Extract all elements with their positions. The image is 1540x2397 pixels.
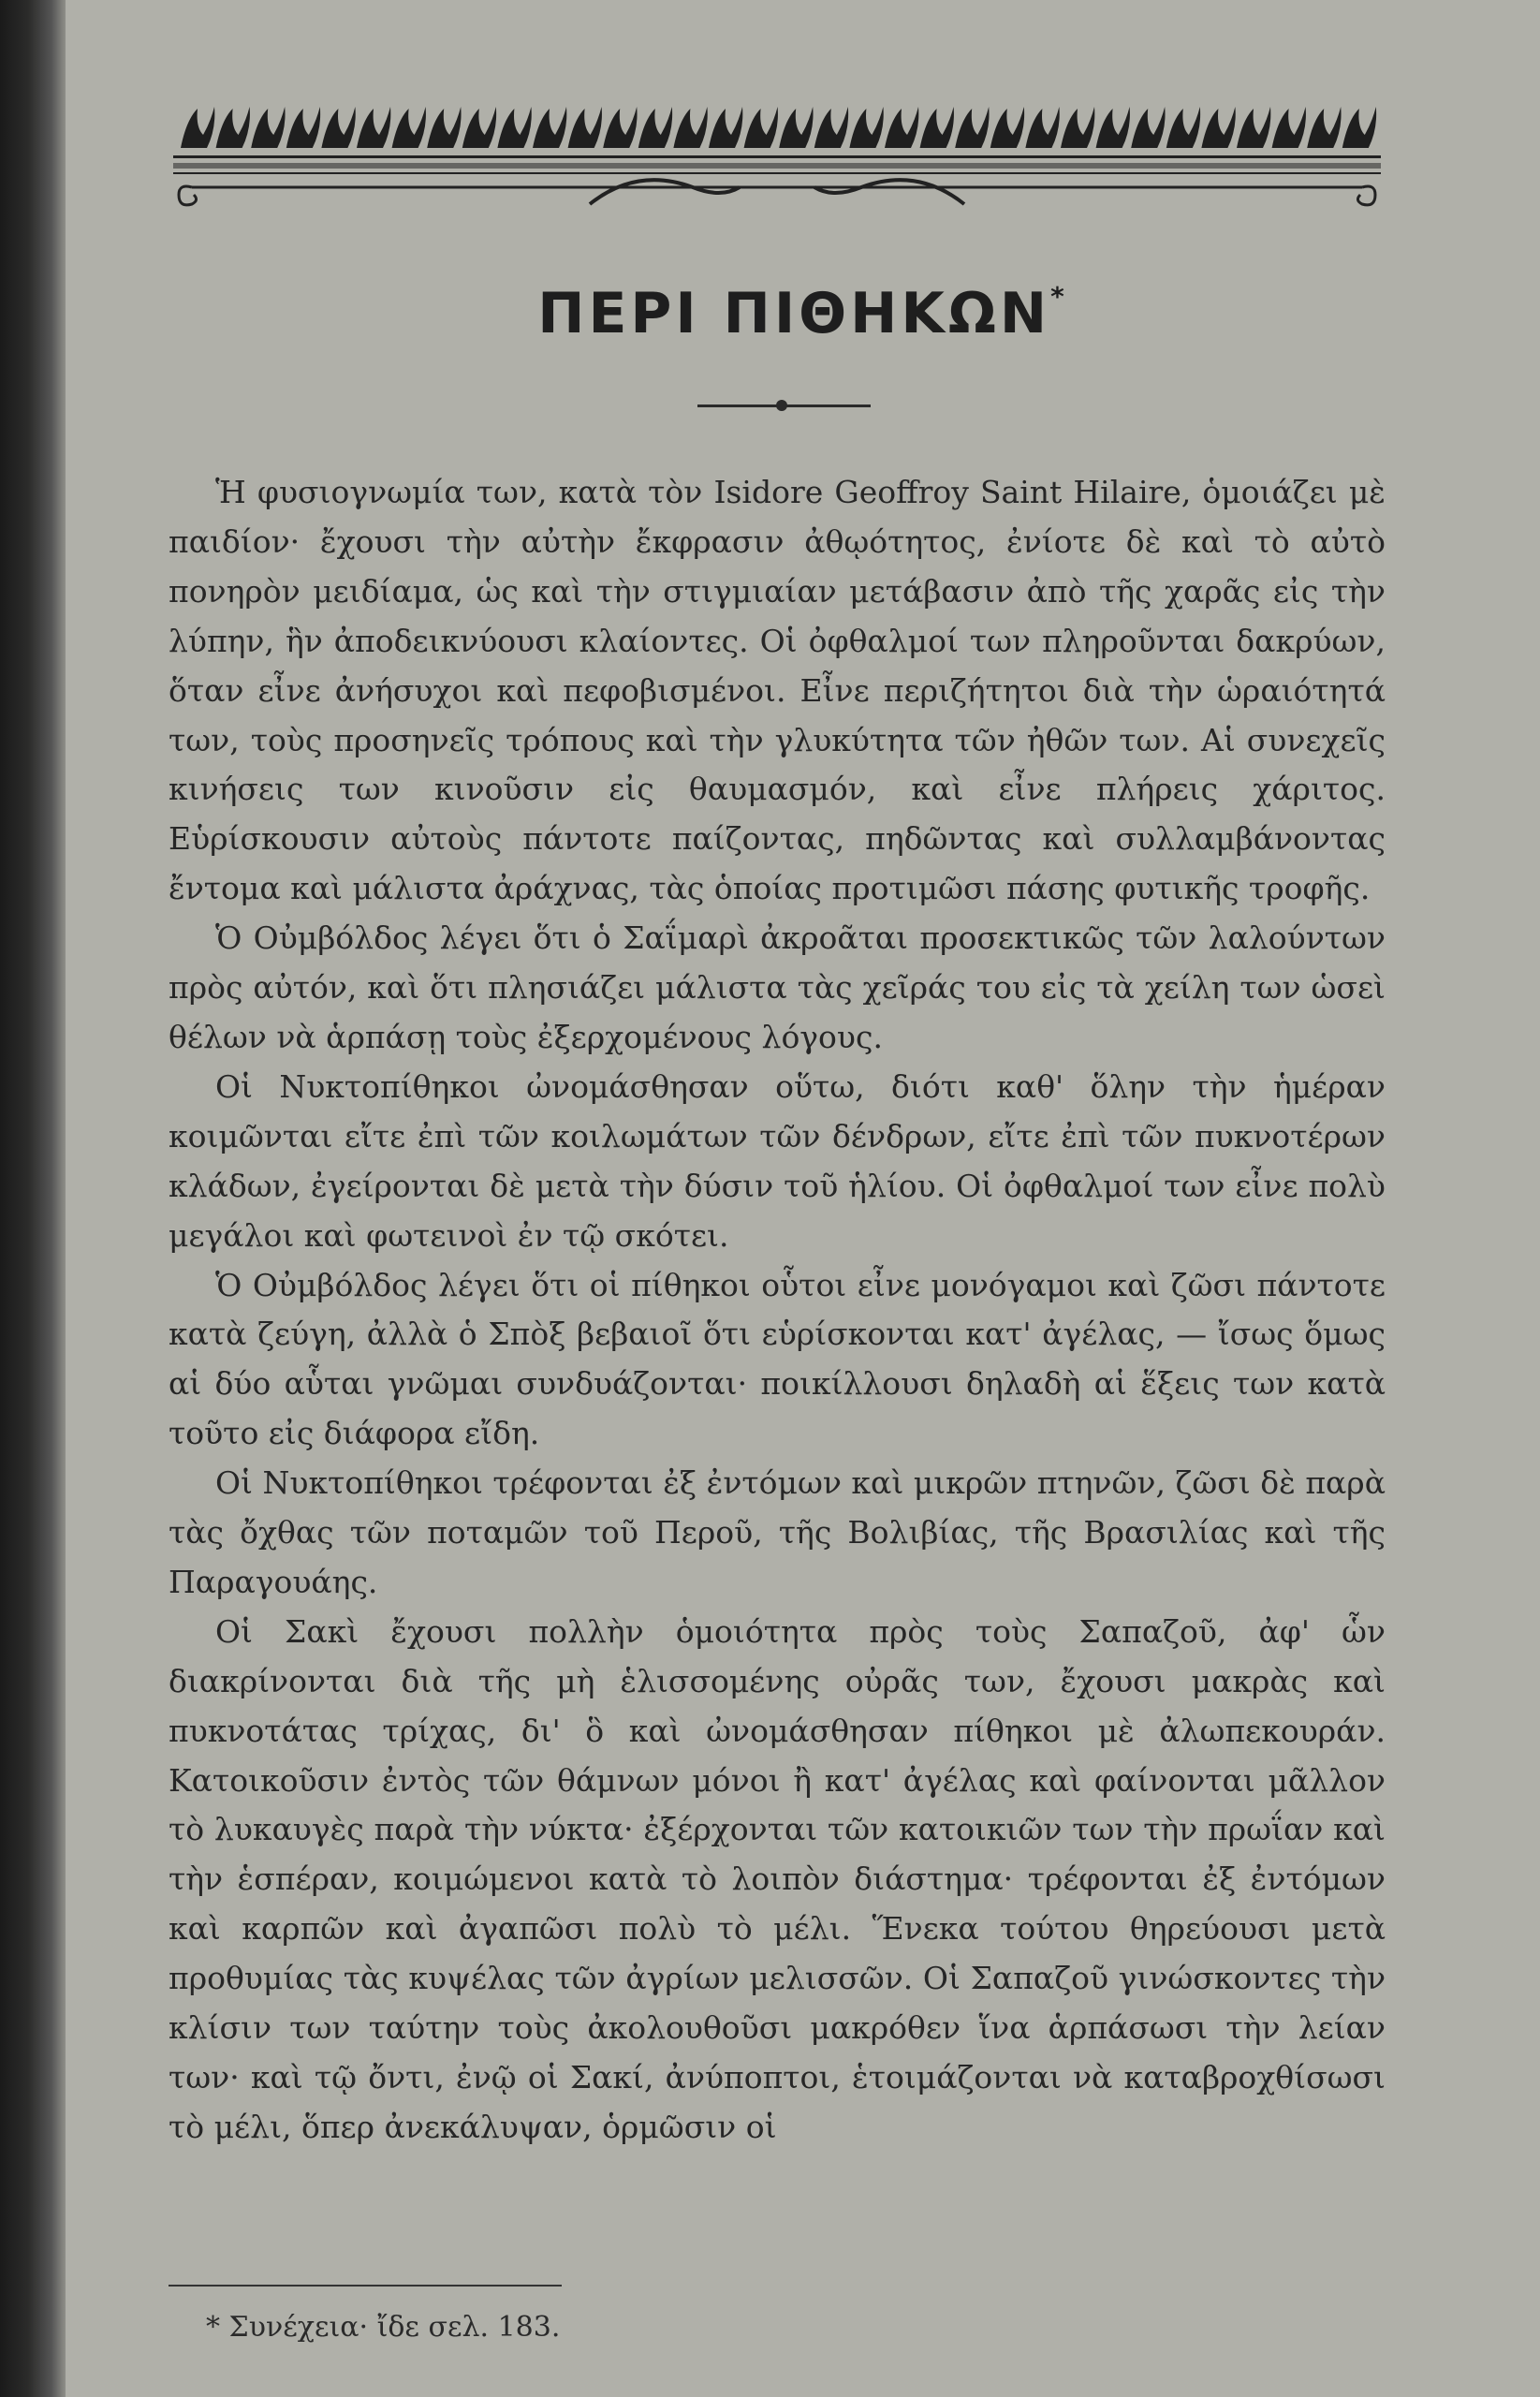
- leaf-ornament-icon: [709, 107, 742, 148]
- leaf-ornament-icon: [1342, 107, 1376, 148]
- leaf-ornament-icon: [638, 107, 672, 148]
- leaf-ornament-icon: [1237, 107, 1270, 148]
- leaf-ornament-icon: [920, 107, 954, 148]
- title-text: ΠΕΡΙ ΠΙΘΗΚΩΝ: [537, 281, 1051, 346]
- leaf-ornament-icon: [357, 107, 390, 148]
- footnote-divider: [169, 2285, 562, 2287]
- leaf-ornament-icon: [1307, 107, 1341, 148]
- title-divider-dot: [776, 400, 787, 411]
- decorative-header-ornament: [173, 94, 1381, 215]
- leaf-ornament-icon: [1201, 107, 1235, 148]
- leaf-ornament-icon: [286, 107, 320, 148]
- leaf-ornament-icon: [251, 107, 285, 148]
- leaf-ornament-icon: [1025, 107, 1059, 148]
- leaf-ornament-icon: [181, 107, 214, 148]
- leaf-ornament-icon: [321, 107, 355, 148]
- leaf-ornament-icon: [1096, 107, 1130, 148]
- leaf-ornament-icon: [849, 107, 883, 148]
- leaf-ornament-icon: [533, 107, 566, 148]
- leaf-ornament-icon: [1131, 107, 1165, 148]
- paragraph: Ἡ φυσιογνωμία των, κατὰ τὸν Isidore Geoffroy Saint Hilaire, ὁμοιάζει μὲ παιδίον· ἔχουσι τὴν αὐτὴν ἔκφρασιν ἀθῳότητος, ἐνίοτε δὲ καὶ τὸ αὐτὸ πονηρὸν μειδίαμα, ὡς καὶ τὴν στιγμιαίαν μετάβασιν ἀπὸ τῆς χαρᾶς εἰς τὴν λύπην, ἣν ἀποδεικνύουσι κλαίοντες. Οἱ ὀφθαλμοί των πληροῦνται δακρύων, ὅταν εἶνε ἀνήσυχοι καὶ πεφοβισμένοι. Εἶνε περιζήτητοι διὰ τὴν ὡραιότητά των, τοὺς προσηνεῖς τρόπους καὶ τὴν γλυκύτητα τῶν ἠθῶν των. Αἱ συνεχεῖς κινήσεις των κινοῦσιν εἰς θαυμασμόν, καὶ εἶνε πλήρεις χάριτος. Εὑρίσκουσιν αὐτοὺς πάντοτε παίζοντας, πηδῶντας καὶ συλλαμβάνοντας ἔντομα καὶ μάλιστα ἀράχνας, τὰς ὁποίας προτιμῶσι πάσης φυτικῆς τροφῆς.: [169, 474, 1386, 907]
- leaf-ornament-icon: [462, 107, 496, 148]
- leaf-ornament-icon: [885, 107, 918, 148]
- paragraph: Οἱ Νυκτοπίθηκοι τρέφονται ἐξ ἐντόμων καὶ μικρῶν πτηνῶν, ζῶσι δὲ παρὰ τὰς ὄχθας τῶν ποταμῶν τοῦ Περοῦ, τῆς Βολιβίας, τῆς Βρασιλίας καὶ τῆς Παραγουάης.: [169, 1464, 1386, 1600]
- leaf-ornament-icon: [497, 107, 531, 148]
- article-body: [169, 468, 1386, 2153]
- leaf-ornament-icon: [744, 107, 778, 148]
- leaf-ornament-icon: [603, 107, 637, 148]
- leaf-ornament-icon: [427, 107, 461, 148]
- leaf-ornament-icon: [990, 107, 1024, 148]
- book-spine-shadow: [0, 0, 66, 2397]
- leaf-ornament-icon: [392, 107, 426, 148]
- leaf-ornament-icon: [779, 107, 813, 148]
- leaf-ornament-icon: [568, 107, 602, 148]
- paragraph: Ὁ Οὐμβόλδος λέγει ὅτι οἱ πίθηκοι οὗτοι εἶνε μονόγαμοι καὶ ζῶσι πάντοτε κατὰ ζεύγη, ἀλλὰ ὁ Σπὸξ βεβαιοῖ ὅτι εὑρίσκονται κατ' ἀγέλας, — ἴσως ὅμως αἱ δύο αὗται γνῶμαι συνδυάζονται· ποικίλλουσι δηλαδὴ αἱ ἕξεις των κατὰ τοῦτο εἰς διάφορα εἴδη.: [169, 1266, 1386, 1452]
- leaf-ornament-icon: [1166, 107, 1200, 148]
- leaf-ornament-icon: [1061, 107, 1094, 148]
- page-title: [66, 281, 1540, 346]
- footnote: * Συνέχεια· ἴδε σελ. 183.: [206, 2311, 561, 2344]
- leaf-ornament-icon: [1272, 107, 1306, 148]
- title-footnote-mark: *: [1050, 281, 1068, 312]
- leaf-ornament-icon: [673, 107, 707, 148]
- leaf-ornament-icon: [955, 107, 989, 148]
- paragraph: Ὁ Οὐμβόλδος λέγει ὅτι ὁ Σαΐμαρὶ ἀκροᾶται προσεκτικῶς τῶν λαλούντων πρὸς αὐτόν, καὶ ὅτι πλησιάζει μάλιστα τὰς χεῖράς του εἰς τὰ χείλη των ὡσεὶ θέλων νὰ ἁρπάσῃ τοὺς ἐξερχομένους λόγους.: [169, 919, 1386, 1055]
- leaf-ornament-icon: [216, 107, 250, 148]
- paragraph: Οἱ Σακὶ ἔχουσι πολλὴν ὁμοιότητα πρὸς τοὺς Σαπαζοῦ, ἀφ' ὧν διακρίνονται διὰ τῆς μὴ ἑλισσομένης οὐρᾶς των, ἔχουσι μακρὰς καὶ πυκνοτάτας τρίχας, δι' ὃ καὶ ὠνομάσθησαν πίθηκοι μὲ ἀλωπεκουράν. Κατοικοῦσιν ἐντὸς τῶν θάμνων μόνοι ἢ κατ' ἀγέλας καὶ φαίνονται μᾶλλον τὸ λυκαυγὲς παρὰ τὴν νύκτα· ἐξέρχονται τῶν κατοικιῶν των τὴν πρωΐαν καὶ τὴν ἑσπέραν, κοιμώμενοι κατὰ τὸ λοιπὸν διάστημα· τρέφονται ἐξ ἐντόμων καὶ καρπῶν καὶ ἀγαπῶσι πολὺ τὸ μέλι. Ἕνεκα τούτου θηρεύουσι μετὰ προθυμίας τὰς κυψέλας τῶν ἀγρίων μελισσῶν. Οἱ Σαπαζοῦ γινώσκοντες τὴν κλίσιν των ταύτην τοὺς ἀκολουθοῦσι μακρόθεν ἵνα ἁρπάσωσι τὴν λείαν των· καὶ τῷ ὄντι, ἐνῷ οἱ Σακί, ἀνύποπτοι, ἑτοιμάζονται νὰ καταβροχθίσωσι τὸ μέλι, ὅπερ ἀνεκάλυψαν, ὁρμῶσιν οἱ: [169, 1612, 1386, 2145]
- paragraph: Οἱ Νυκτοπίθηκοι ὠνομάσθησαν οὕτω, διότι καθ' ὅλην τὴν ἡμέραν κοιμῶνται εἴτε ἐπὶ τῶν κοιλωμάτων τῶν δένδρων, εἴτε ἐπὶ τῶν πυκνοτέρων κλάδων, ἐγείρονται δὲ μετὰ τὴν δύσιν τοῦ ἡλίου. Οἱ ὀφθαλμοί των εἶνε πολὺ μεγάλοι καὶ φωτεινοὶ ἐν τῷ σκότει.: [169, 1067, 1386, 1254]
- leaf-ornament-icon: [814, 107, 848, 148]
